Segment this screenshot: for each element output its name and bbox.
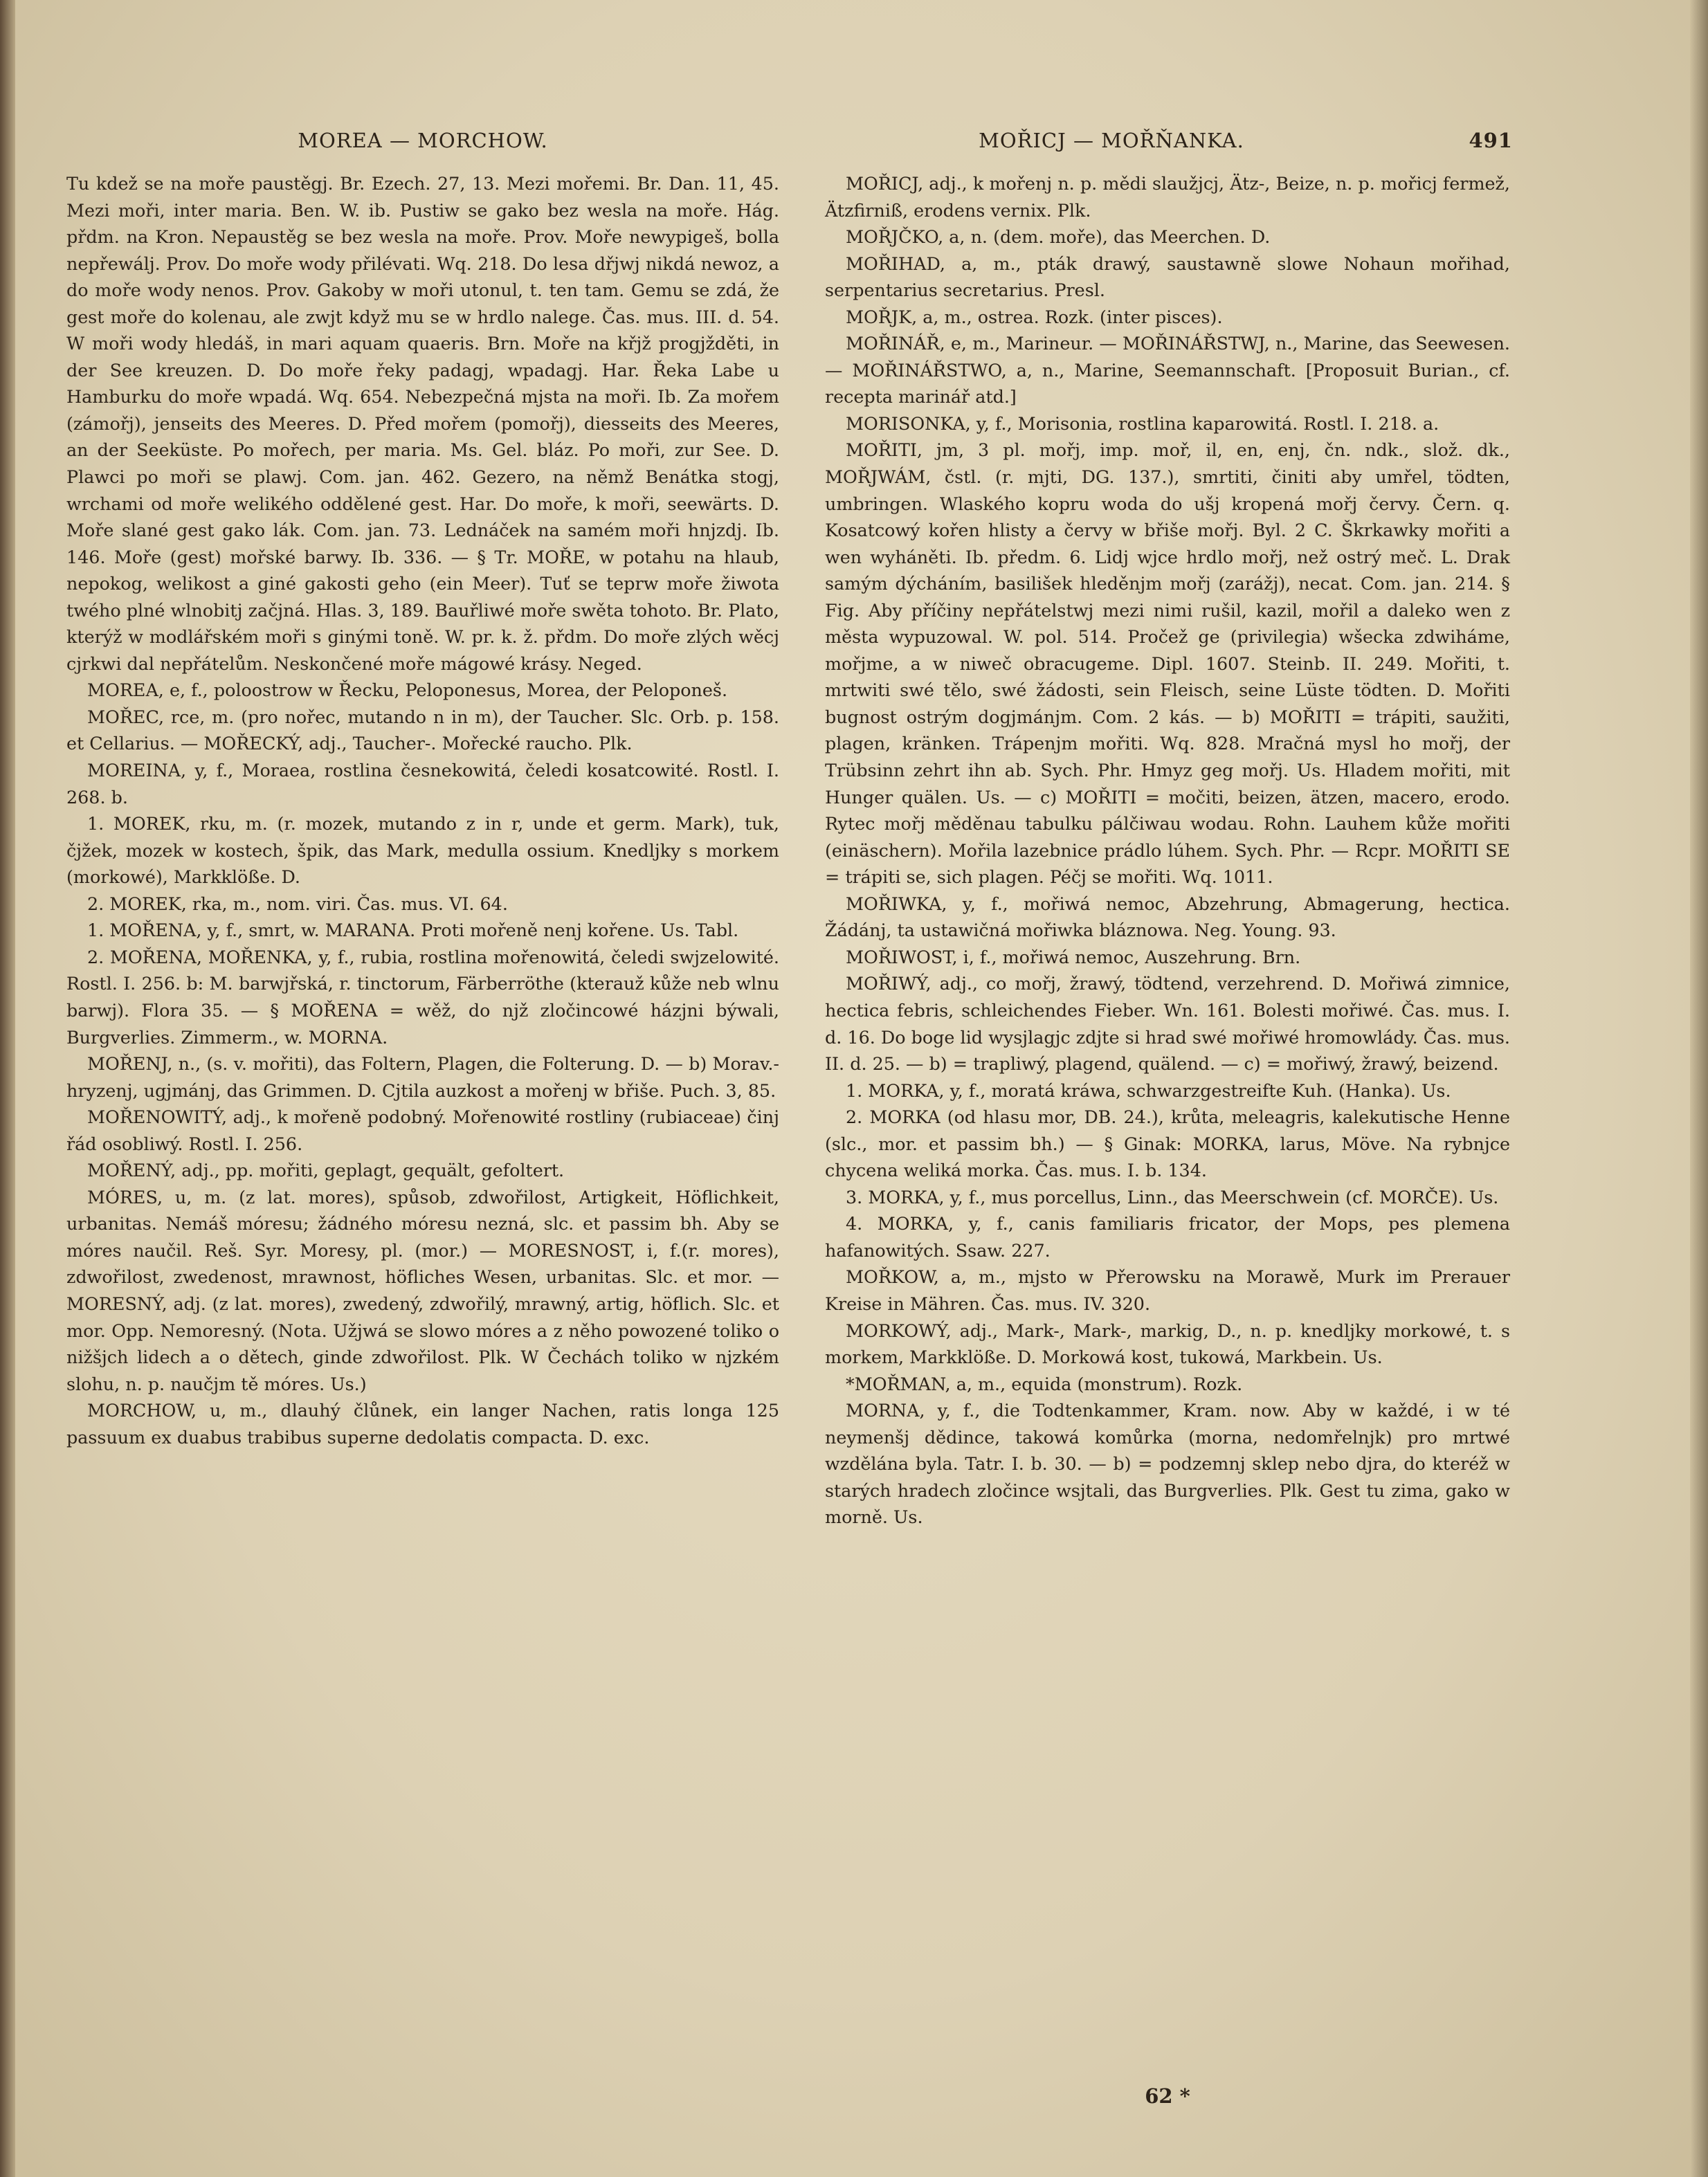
entry-paragraph: MOŘIWÝ, adj., co mořj, žrawý, tödtend, verzehrend. D. Mořiwá zimnice, hectica febris, schleichendes Fieber. Wn. 161. Bolesti mořiwé. Čas. mus. I. d. 16. Do boge lid wysjlagjc zdjte si hrad swé mořiwé hromowlády. Čas. mus. II. d. 25. — b) = trapliwý, plagend, quälend. — c) = mořiwý, žrawý, beizend. [825,973,1510,1075]
page-number: 491 [1469,129,1513,152]
entry-paragraph: MOREINA, y, f., Moraea, rostlina česnekowitá, čeledi kosatcowité. Rostl. I. 268. b. [66,760,779,808]
entry-paragraph: 3. MORKA, y, f., mus porcellus, Linn., das Meerschwein (cf. MORČE). Us. [846,1186,1499,1208]
header-right-title: MOŘICJ — MOŘŇANKA. [979,129,1244,152]
entry-paragraph: MOŘKOW, a, m., mjsto w Přerowsku na Morawě, Murk im Prerauer Kreise in Mähren. Čas. mus. IV. 320. [825,1266,1510,1314]
entry-paragraph: 2. MOŘENA, MOŘENKA, y, f., rubia, rostlina mořenowitá, čeledi swjzelowité. Rostl. I. 256. b: M. barwjřská, r. tinctorum, Färberröthe (kterauž kůže neb wlnu barwj). Flora 35. — § MOŘENA = wěž, do njž zločincowé házjni býwali, Burgverlies. Zimmerm., w. MORNA. [66,946,779,1048]
entry-paragraph: MOŘENJ, n., (s. v. mořiti), das Foltern, Plagen, die Folterung. D. — b) Morav.-hryzenj, ugjmánj, das Grimmen. D. Cjtila auzkost a mořenj w břiše. Puch. 3, 85. [66,1053,779,1101]
entry-paragraph: MOŘICJ, adj., k mořenj n. p. mědi slaužjcj, Ätz-, Beize, n. p. mořicj fermež, Ätzfirniß, erodens vernix. Plk. [825,173,1510,221]
entry-paragraph: 1. MOREK, rku, m. (r. mozek, mutando z in r, unde et germ. Mark), tuk, čjžek, mozek w kostech, špik, das Mark, medulla ossium. Knedljky s morkem (morkowé), Markklöße. D. [66,813,779,888]
header-left-title: MOREA — MORCHOW. [298,129,548,152]
entry-paragraph: MORCHOW, u, m., dlauhý člůnek, ein langer Nachen, ratis longa 125 passuum ex duabus trabibus superne dedolatis compacta. D. exc. [66,1400,779,1448]
entry-paragraph: 1. MORKA, y, f., moratá kráwa, schwarzgestreifte Kuh. (Hanka). Us. [846,1080,1451,1101]
entry-paragraph: MÓRES, u, m. (z lat. mores), spůsob, zdwořilost, Artigkeit, Höflichkeit, urbanitas. Nemáš móresu; žádného móresu nezná, slc. et passim bh. Aby se móres naučil. Reš. Syr. Moresy, pl. (mor.) — MORESNOST, i, f.(r. mores), zdwořilost, zwedenost, mrawnost, höfliches Wesen, urbanitas. Slc. et mor. — MORESNÝ, adj. (z lat. mores), zwedený, zdwořilý, mrawný, artig, höflich. Slc. et mor. Opp. Nemoresný. (Nota. Užjwá se slowo móres a z něho powozené toliko o nižšjch lidech a o dětech, ginde zdwořilost. Plk. W Čechách toliko w njzkém slohu, n. p. naučjm tě móres. Us.) [66,1186,779,1394]
entry-paragraph: 4. MORKA, y, f., canis familiaris fricator, der Mops, pes plemena hafanowitých. Ssaw. 227. [825,1213,1510,1261]
entry-paragraph: 1. MOŘENA, y, f., smrt, w. MARANA. Proti mořeně nenj kořene. Us. Tabl. [87,920,739,941]
entry-paragraph: MOŘIWOST, i, f., mořiwá nemoc, Auszehrung. Brn. [846,946,1301,967]
entry-paragraph: MOŘINÁŘ, e, m., Marineur. — MOŘINÁŘSTWJ, n., Marine, das Seewesen. — MOŘINÁŘSTWO, a, n., Marine, Seemannschaft. [Proposuit Burian., cf. recepta marinář atd.] [825,333,1510,408]
page-left-edge [0,0,15,2177]
entry-paragraph: 2. MOREK, rka, m., nom. viri. Čas. mus. VI. 64. [87,893,508,914]
entry-paragraph: MOŘJK, a, m., ostrea. Rozk. (inter pisces). [846,306,1223,327]
entry-paragraph: MOŘJČKO, a, n. (dem. moře), das Meerchen. D. [846,226,1271,248]
entry-paragraph: MORKOWÝ, adj., Mark-, Mark-, markig, D., n. p. knedljky morkowé, t. s morkem, Markklöße. D. Morkowá kost, tukowá, Markbein. Us. [825,1320,1510,1368]
entry-paragraph: MORNA, y, f., die Todtenkammer, Kram. now. Aby w každé, i w té neymenšj dědince, takowá komůrka (morna, nedomřelnjk) pro mrtwé wzdělána byla. Tatr. I. b. 30. — b) = podzemnj sklep nebo djra, do kteréž w starých hradech zločince wsjtali, das Burgverlies. Plk. Gest tu zima, gako w morně. Us. [825,1400,1510,1528]
entry-paragraph: MOŘENOWITÝ, adj., k mořeně podobný. Mořenowité rostliny (rubiaceae) činj řád osobliwý. Rostl. I. 256. [66,1106,779,1154]
signature-mark: 62 * [1145,2084,1190,2108]
entry-paragraph: *MOŘMAN, a, m., equida (monstrum). Rozk. [846,1373,1243,1394]
entry-paragraph: MOŘIHAD, a, m., pták drawý, saustawně slowe Nohaun mořihad, serpentarius secretarius. Presl. [825,253,1510,301]
right-column [825,170,1510,1531]
running-header [66,129,1513,161]
page-right-edge [1690,0,1708,2177]
entry-paragraph: 2. MORKA (od hlasu mor, DB. 24.), krůta, meleagris, kalekutische Henne (slc., mor. et passim bh.) — § Ginak: MORKA, larus, Möve. Na rybnjce chycena weliká morka. Čas. mus. I. b. 134. [825,1106,1510,1181]
entry-paragraph: MOŘENÝ, adj., pp. mořiti, geplagt, gequält, gefoltert. [87,1160,565,1181]
entry-paragraph: MOREA, e, f., poloostrow w Řecku, Peloponesus, Morea, der Peloponeš. [87,680,728,701]
left-column [66,170,779,1450]
entry-paragraph: Tu kdež se na moře paustěgj. Br. Ezech. 27, 13. Mezi mořemi. Br. Dan. 11, 45. Mezi moři, inter maria. Ben. W. ib. Pustiw se gako bez wesla na moře. Hág. přdm. na Kron. Nepaustěg se bez wesla na moře. Prov. Moře newypigeš, bolla nepřewálj. Prov. Do moře wody přilévati. Wq. 218. Do lesa dřjwj nikdá newoz, a do moře wody nenos. Prov. Gakoby w moři utonul, t. ten tam. Gemu se zdá, že gest moře do kolenau, ale zwjt když mu se w hrdlo nalege. Čas. mus. III. d. 54. W moři wody hledáš, in mari aquam quaeris. Brn. Moře na křjž progjžděti, in der See kreuzen. D. Do moře řeky padagj, wpadagj. Har. Řeka Labe u Hamburku do moře wpadá. Wq. 654. Nebezpečná mjsta na moři. Ib. Za mořem (zámořj), jenseits des Meeres. D. Před mořem (pomořj), diesseits des Meeres, an der Seeküste. Po mořech, per maria. Ms. Gel. bláz. Po moři, zur See. D. Plawci po moři se plawj. Com. jan. 462. Gezero, na němž Benátka stogj, wrchami od moře welikého oddělené gest. Har. Do moře, k moři, seewärts. D. Moře slané gest gako lák. Com. jan. 73. Lednáček na samém moři hnjzdj. Ib. 146. Moře (gest) mořské barwy. Ib. 336. — § Tr. MOŘE, w potahu na hlaub, nepokog, welikost a giné gakosti geho (ein Meer). Tuť se teprw moře žiwota twého plné wlnobitj začjná. Hlas. 3, 189. Bauřliwé moře swěta tohoto. Br. Plato, kterýž w modlářském moři s ginými toně. W. pr. k. ž. přdm. Do moře zlých wěcj cjrkwi dal nepřátelům. Neskončené moře mágowé krásy. Neged. [66,173,779,674]
entry-paragraph: MOŘEC, rce, m. (pro nořec, mutando n in m), der Taucher. Slc. Orb. p. 158. et Cellarius. — MOŘECKÝ, adj., Taucher-. Mořecké raucho. Plk. [66,706,779,754]
entry-paragraph: MORISONKA, y, f., Morisonia, rostlina kaparowitá. Rostl. I. 218. a. [846,412,1439,434]
entry-paragraph: MOŘITI, jm, 3 pl. mořj, imp. moř, il, en, enj, čn. ndk., slož. dk., MOŘJWÁM, čstl. (r. mjti, DG. 137.), smrtiti, činiti aby umřel, tödten, umbringen. Wlaského kopru woda do ušj kropená mořj červy. Čern. q. Kosatcowý kořen hlisty a červy w břiše mořj. Byl. 2 C. Škrkawky mořiti a wen wyháněti. Ib. předm. 6. Lidj wjce hrdlo mořj, než ostrý meč. L. Drak samým dýcháním, basilišek hleděnjm mořj (zarážj), necat. Com. jan. 214. § Fig. Aby příčiny nepřátelstwj mezi nimi rušil, kazil, mořil a daleko wen z města wypuzowal. W. pol. 514. Pročež ge (privilegia) wšecka zdwiháme, mořjme, a w niweč obracugeme. Dipl. 1607. Steinb. II. 249. Mořiti, t. mrtwiti swé tělo, swé žádosti, sein Fleisch, seine Lüste tödten. D. Mořiti bugnost ostrým dogjmánjm. Com. 2 kás. — b) MOŘITI = trápiti, saužiti, plagen, kränken. Trápenjm mořiti. Wq. 828. Mračná mysl ho mořj, der Trübsinn zehrt ihn ab. Sych. Phr. Hmyz geg mořj. Us. Hladem mořiti, mit Hunger quälen. Us. — c) MOŘITI = močiti, beizen, ätzen, macero, erodo. Rytec mořj měděnau tabulku pálčiwau wodau. Rohn. Lauhem kůže mořiti (einäschern). Mořila lazebnice prádlo lúhem. Sych. Phr. — Rcpr. MOŘITI SE = trápiti se, sich plagen. Péčj se mořiti. Wq. 1011. [825,439,1510,888]
entry-paragraph: MOŘIWKA, y, f., mořiwá nemoc, Abzehrung, Abmagerung, hectica. Žádánj, ta ustawičná mořiwka bláznowa. Neg. Young. 93. [825,893,1510,941]
